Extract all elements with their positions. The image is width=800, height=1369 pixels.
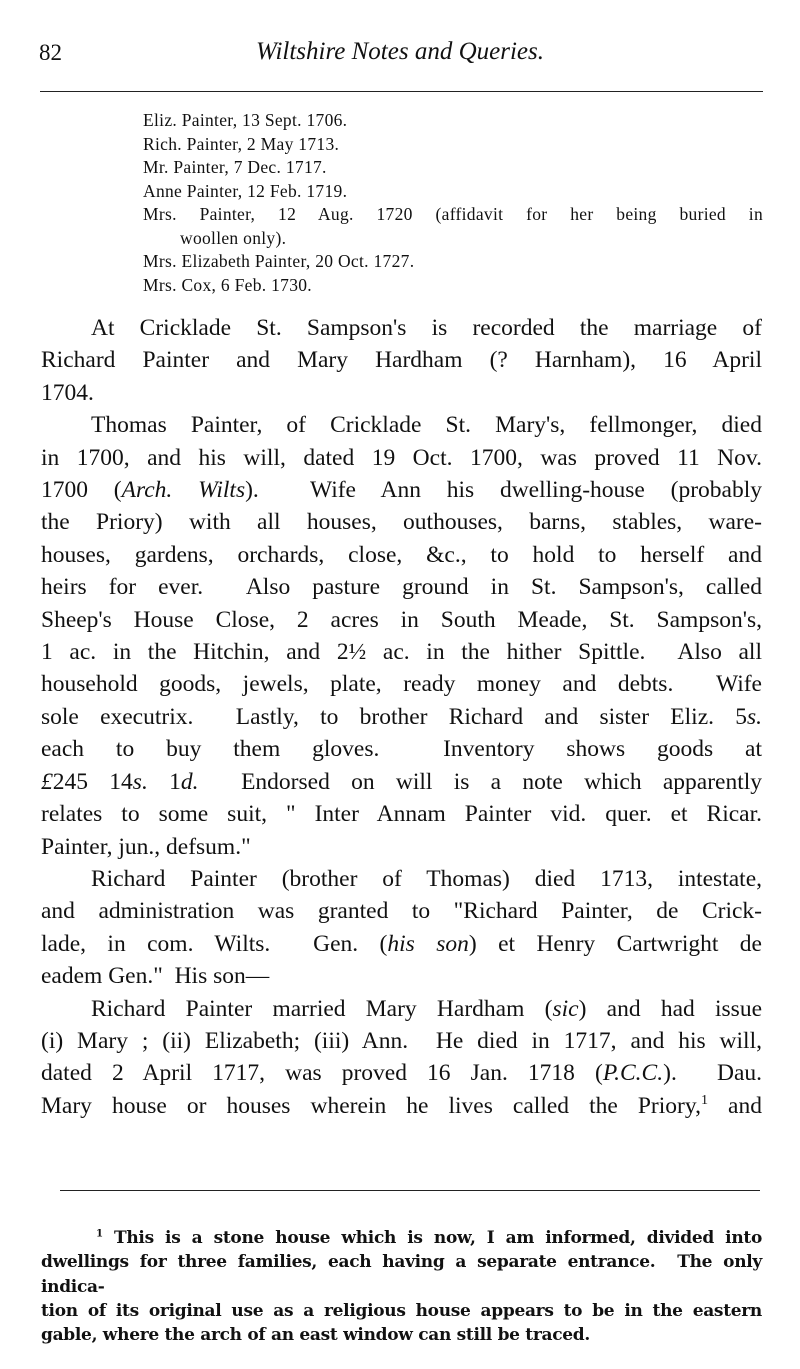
italic-text: Arch. Wilts — [121, 477, 246, 504]
text-segment: This is a stone house which is now, I am informed, divided into — [102, 1228, 762, 1248]
text-segment: Richard Painter married Mary Hardham ( — [91, 995, 553, 1022]
text-segment: sole executrix. Lastly, to brother Richard and sister Eliz. 5 — [41, 703, 747, 730]
text-segment: At Cricklade St. Sampson's is recorded the marriage of — [91, 315, 762, 341]
text-segment: Mary house or houses wherein he lives called the Priory, — [41, 1092, 701, 1119]
text-segment: eadem Gen." His son— — [41, 963, 270, 990]
italic-text: P.C.C. — [602, 1060, 664, 1087]
text-segment: Richard Painter and Mary Hardham (? Harnham), 16 April — [41, 347, 762, 374]
text-segment: and — [708, 1092, 762, 1119]
text-segment: each to buy them gloves. Inventory shows goods at — [41, 736, 762, 763]
text-segment: gable, where the arch of an east window can still be traced. — [41, 1325, 590, 1346]
text-segment: houses, gardens, orchards, close, &c., to hold to herself and — [41, 541, 762, 568]
footnote-marker: 1 — [700, 1091, 708, 1108]
text-line — [41, 733, 762, 765]
text-segment: ). Dau. — [663, 1060, 762, 1087]
text-line — [41, 344, 762, 376]
burial-list — [143, 109, 763, 297]
text-line — [41, 474, 762, 506]
text-segment: Endorsed on will is a note which apparently — [198, 768, 763, 795]
text-line — [41, 506, 762, 538]
italic-text: s. — [132, 768, 148, 795]
burial-entry: Mrs. Painter, 12 Aug. 1720 (affidavit for her being buried in — [143, 204, 763, 224]
running-title: Wiltshire Notes and Queries. — [256, 38, 544, 65]
text-line — [41, 701, 762, 733]
text-segment: heirs for ever. Also pasture ground in St. Sampson's, called — [41, 574, 762, 601]
text-line — [41, 798, 762, 830]
text-segment: Painter, jun., defsum." — [41, 833, 251, 860]
text-line — [41, 604, 762, 636]
text-segment: tion of its original use as a religious house appears to be in the eastern — [41, 1300, 762, 1321]
text-line — [41, 312, 762, 344]
text-segment: in 1700, and his will, dated 19 Oct. 1700, was proved 11 Nov. — [41, 444, 762, 471]
burial-entry: Rich. Painter, 2 May 1713. — [143, 133, 340, 154]
footnote-marker: 1 — [96, 1227, 103, 1240]
text-segment: ) et Henry Cartwright de — [468, 930, 762, 957]
body-text — [41, 312, 762, 1122]
text-segment: lade, in com. Wilts. Gen. ( — [41, 930, 388, 957]
text-segment: 1704. — [41, 379, 94, 406]
footnote-line — [41, 1226, 762, 1250]
header-rule — [40, 91, 763, 92]
text-segment: 1 — [147, 768, 181, 795]
footnote-rule — [60, 1190, 760, 1191]
text-line — [41, 571, 762, 603]
page-number: 82 — [39, 40, 62, 65]
text-segment: the Priory) with all houses, outhouses, barns, stables, ware- — [41, 509, 762, 536]
text-line — [41, 895, 762, 927]
text-segment: 1700 ( — [41, 477, 122, 504]
text-segment: ). Wife Ann his dwelling-house (probably — [245, 477, 762, 504]
text-segment: Richard Painter (brother of Thomas) died 1713, intestate, — [91, 865, 762, 892]
burial-entry: Eliz. Painter, 13 Sept. 1706. — [143, 110, 348, 130]
text-line — [41, 960, 762, 992]
text-segment: ) and had issue — [578, 995, 762, 1022]
text-segment: relates to some suit, " Inter Annam Painter vid. quer. et Ricar. — [41, 801, 762, 828]
burial-entry: Mrs. Elizabeth Painter, 20 Oct. 1727. — [143, 251, 415, 271]
text-line — [41, 1057, 762, 1089]
text-segment: dwellings for three families, each having a separate entrance. The only indica- — [41, 1252, 768, 1297]
burial-entry: Mrs. Cox, 6 Feb. 1730. — [143, 274, 312, 295]
text-segment: 1 ac. in the Hitchin, and 2½ ac. in the hither Spittle. Also all — [41, 639, 762, 666]
text-line — [41, 831, 762, 863]
burial-entry: Mr. Painter, 7 Dec. 1717. — [143, 157, 327, 177]
burial-entry: woollen only). — [180, 227, 287, 248]
text-line — [41, 928, 762, 960]
text-line — [41, 1090, 762, 1122]
footnote-line — [41, 1299, 762, 1323]
text-line — [41, 1025, 762, 1057]
text-line — [41, 636, 762, 668]
text-line — [41, 668, 762, 700]
italic-text: his son — [387, 930, 469, 957]
footnote-line — [41, 1323, 762, 1347]
text-line — [41, 377, 762, 409]
text-line — [41, 442, 762, 474]
text-line — [41, 993, 762, 1025]
text-segment: dated 2 April 1717, was proved 16 Jan. 1718 ( — [41, 1060, 603, 1087]
text-segment: Thomas Painter, of Cricklade St. Mary's, fellmonger, died — [91, 412, 762, 439]
italic-text: s. — [746, 703, 762, 730]
text-segment: Sheep's House Close, 2 acres in South Meade, St. Sampson's, — [41, 606, 762, 633]
text-line — [41, 409, 762, 441]
text-line — [41, 863, 762, 895]
text-segment: 245 14 — [52, 768, 133, 795]
italic-text: d. — [180, 768, 199, 795]
italic-text: sic — [552, 995, 579, 1022]
text-segment: and administration was granted to "Richard Painter, de Crick- — [41, 898, 762, 925]
burial-entry: Anne Painter, 12 Feb. 1719. — [143, 180, 348, 201]
text-line — [41, 539, 762, 571]
text-segment: household goods, jewels, plate, ready money and debts. Wife — [41, 671, 762, 698]
text-segment: (i) Mary ; (ii) Elizabeth; (iii) Ann. He died in 1717, and his will, — [41, 1027, 762, 1054]
italic-text: £ — [41, 768, 53, 795]
footnote — [41, 1226, 768, 1347]
footnote-line — [41, 1250, 768, 1299]
text-line — [41, 766, 762, 798]
